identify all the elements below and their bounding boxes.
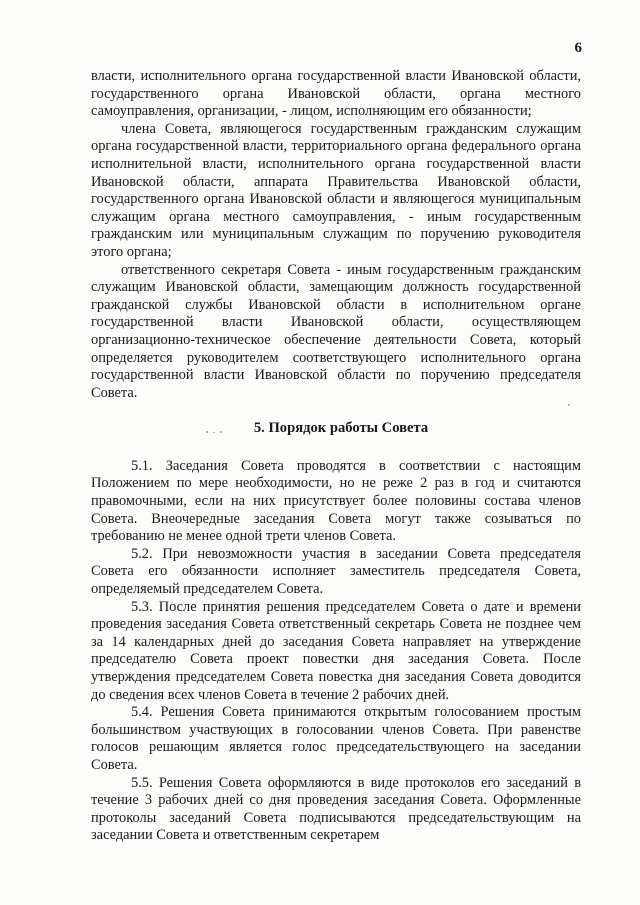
paragraph-executive-secretary-clause: ответственного секретаря Совета - иным государственным гражданским служащим Ивановской области, замещающим должность государственной гражданской службы Ивановской области в исполнительном органе государственной власти Ивановской области, осуществляющем организационно-техническое обеспечение деятельности Совета, который определяется руководителем соответствующего исполнительного органа государственной власти Ивановской области по поручению председателя Совета.	[91, 261, 581, 401]
scan-speck	[568, 404, 570, 406]
paragraph-5-3: 5.3. После принятия решения председателем Совета о дате и времени проведения заседания Совета ответственный секретарь Совета не позднее чем за 14 календарных дней до заседания Совета направляет на утверждение председателю Совета проект повестки дня заседания Совета. После утверждения председателем Совета повестка дня заседания Совета доводится до сведения всех членов Совета в течение 2 рабочих дней.	[91, 598, 581, 703]
paragraph-5-4: 5.4. Решения Совета принимаются открытым голосованием простым большинством участвующих в голосовании членов Совета. При равенстве голосов решающим является голос председательствующего на заседании Совета.	[91, 704, 581, 773]
section-heading: 5. Порядок работы Совета	[253, 420, 429, 437]
paragraph-5-5: 5.5. Решения Совета оформляются в виде протоколов его заседаний в течение 3 рабочих дней со дня проведения заседания Совета. Оформленные протоколы заседаний Совета подписываются председательствующим на заседании Совета и ответственным секретарем	[91, 774, 581, 844]
paragraph-council-member-clause: члена Совета, являющегося государственным гражданским служащим органа государственной власти, территориального органа федерального органа исполнительной власти, исполнительного органа государственной власти Ивановской области, аппарата Правительства Ивановской области, государственного органа Ивановской области и являющегося муниципальным служащим органа местного самоуправления, - иным государственным гражданским или муниципальным служащим по поручению руководителя этого органа;	[91, 120, 581, 260]
paragraph-continuation: власти, исполнительного органа государственной власти Ивановской области, государственного органа Ивановской области, органа местного самоуправления, организации, - лицом, исполняющим его обязанности;	[91, 68, 581, 120]
paragraph-5-1: 5.1. Заседания Совета проводятся в соответствии с настоящим Положением по мере необходимости, но не реже 2 раз в год и считаются правомочными, если на них присутствует более половины состава членов Совета. Внеочередные заседания Совета могут также созываться по требованию не менее одной трети членов Совета.	[91, 457, 581, 545]
scan-speck	[206, 431, 208, 433]
scan-speck	[220, 431, 222, 433]
document-body	[91, 68, 581, 845]
paragraph-5-2: 5.2. При невозможности участия в заседании Совета председателя Совета его обязанности исполняет заместитель председателя Совета, определяемый председателем Совета.	[91, 545, 581, 598]
page-number: 6	[574, 40, 582, 56]
scan-speck	[213, 432, 215, 433]
